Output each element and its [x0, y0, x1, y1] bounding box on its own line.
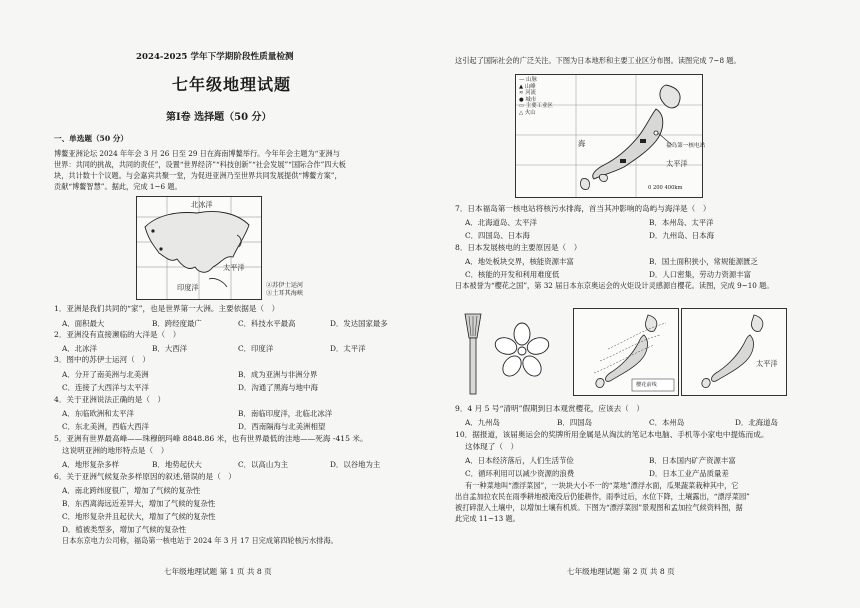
question-stem: 1．亚洲是我们共同的“家”，也是世界第一大洲。主要依据是（ ）	[54, 304, 280, 313]
option[interactable]: D．发达国家最多	[330, 319, 388, 328]
option[interactable]: B．南临印度洋，北临北冰洋	[238, 409, 333, 418]
option[interactable]: A．地形复杂多样	[62, 460, 120, 469]
page-two	[455, 0, 840, 608]
map-legend-2: ③土耳其海峡	[266, 290, 304, 297]
question-stem: 9．4 月 5 号“清明”假期到日本观赏樱花，应该去（ ）	[455, 404, 644, 413]
option[interactable]: D．植被类型多，增加了气候的复杂性	[62, 525, 187, 534]
torch-icon	[461, 312, 485, 396]
japan-sakura-map	[573, 308, 679, 396]
option[interactable]: B．跨经度最广	[152, 319, 202, 328]
option[interactable]: D．北海道岛	[735, 418, 778, 427]
question-stem: 5．亚洲有世界最高峰——珠穆朗玛峰 8848.86 米，也有世界最低的洼地——死海 -415 米。	[54, 434, 368, 443]
option[interactable]: C．四国岛、日本海	[465, 231, 530, 240]
label-pacific: 太平洋	[223, 263, 245, 272]
label-nuclear-plant: 福岛第一核电站	[666, 143, 706, 149]
page-footer: 七年级地理试题 第 1 页 共 8 页	[164, 567, 272, 576]
option[interactable]: C．以高山为主	[238, 460, 288, 469]
option[interactable]: D．西南隔海与北美洲相望	[238, 422, 326, 431]
japan-sakura-graphic	[574, 309, 678, 395]
map-legend: — 山脉 ▲ 山峰 ≈ 河流 ● 城市 ▭ 主要工业区 △ 火山	[519, 77, 553, 116]
option[interactable]: B．日本国内矿产资源丰富	[649, 456, 736, 465]
sakura-map-legend: 樱花前线	[636, 382, 657, 388]
continuation-line: 这引起了国际社会的广泛关注。下图为日本地形和主要工业区分布图。读图完成 7~8 题。	[455, 56, 741, 65]
question-stem: 3．图中的苏伊士运河（ ）	[54, 355, 150, 364]
page-one	[40, 0, 420, 608]
asia-map-graphic	[137, 197, 261, 299]
option[interactable]: A．九州岛	[465, 418, 500, 427]
intro-line: 世界：共同的挑战，共同的责任”，设置“世界经济”“科技创新”“社会发展”“国际合作”四大板	[54, 160, 346, 169]
option[interactable]: B．地势起伏大	[152, 460, 202, 469]
option[interactable]: C．印度洋	[238, 344, 274, 353]
intro-line: 博鳌亚洲论坛 2024 年年会 3 月 26 日至 29 日在海南博鳌举行。今年年会主题为“亚洲与	[54, 149, 340, 158]
closing-line: 有一种菜地叫“漂浮菜园”，一块块大小不一的“菜地”漂浮水面，瓜果蔬菜栽种其中，它	[465, 481, 739, 490]
option[interactable]: B．成为亚洲与非洲分界	[238, 370, 318, 379]
option[interactable]: A．北海道岛、太平洋	[465, 218, 537, 227]
exam-header: 2024-2025 学年下学期阶段性质量检测	[136, 52, 294, 62]
page-footer: 七年级地理试题 第 2 页 共 8 页	[567, 567, 675, 576]
closing-line: 日本东京电力公司称，福岛第一核电站于 2024 年 3 月 17 日完成第四轮核污水排海。	[62, 536, 338, 545]
option[interactable]: C．循环利用可以减少资源的浪费	[465, 469, 575, 478]
option[interactable]: A．北冰洋	[62, 344, 97, 353]
option[interactable]: B．国土面积狭小，常规能源匮乏	[649, 257, 758, 266]
option[interactable]: B．大西洋	[152, 344, 187, 353]
question-stem: 10．据报道，该届奥运会的奖牌所用金属是从淘汰的笔记本电脑、手机等小家电中提炼而成。	[455, 430, 769, 439]
asia-map	[136, 196, 262, 300]
option[interactable]: D．以谷地为主	[330, 460, 381, 469]
label-pacific: 太平洋	[666, 159, 688, 168]
option[interactable]: C．科技水平最高	[238, 319, 296, 328]
option[interactable]: A．南北跨纬度很广，增加了气候的复杂性	[62, 486, 201, 495]
label-pacific: 太平洋	[756, 359, 778, 368]
option[interactable]: C．东北美洲，西临大西洋	[62, 422, 149, 431]
question-stem-continued: 这说明亚洲的地形特点是（ ）	[62, 446, 169, 455]
option[interactable]: A．东临欧洲和太平洋	[62, 409, 134, 418]
option[interactable]: A．分开了南美洲与北美洲	[62, 370, 149, 379]
label-arctic: 北冰洋	[191, 200, 213, 209]
sakura-flower-icon	[493, 322, 551, 380]
question-stem-continued: 这体现了（ ）	[465, 442, 519, 451]
japan-terrain-map	[515, 74, 706, 198]
closing-line: 此完成 11~13 题。	[455, 514, 520, 523]
map-scale: 0 200 400km	[648, 185, 683, 191]
option[interactable]: D．人口密集，劳动力资源丰富	[649, 270, 752, 279]
option[interactable]: D．太平洋	[330, 344, 366, 353]
label-indian: 印度洋	[177, 283, 199, 292]
closing-line: 出自孟加拉农民在雨季耕地被淹没后仍能耕作，雨季过后，水位下降，土壤露出，“漂浮菜园”	[455, 492, 750, 501]
closing-line: 被打碎混入土壤中，以增加土壤有机质。下图为“漂浮菜园”景观图和孟加拉气候资料图，据	[455, 503, 743, 512]
option[interactable]: D．沟通了黑海与地中海	[238, 383, 318, 392]
option[interactable]: C．连接了大西洋与太平洋	[62, 383, 149, 392]
part-one-heading: 一、单选题（50 分）	[54, 134, 128, 143]
option[interactable]: A．日本经济落后，人们生活节俭	[465, 456, 574, 465]
section-title: 第Ⅰ卷 选择题（50 分）	[166, 112, 272, 123]
option[interactable]: A．面积最大	[62, 319, 105, 328]
question-stem: 2．亚洲没有直接濒临的大洋是（ ）	[54, 330, 181, 339]
japan-outline-map	[681, 308, 787, 396]
question-stem: 7．日本福岛第一核电站将核污水排海，首当其冲影响的岛屿与海洋是（ ）	[455, 204, 711, 213]
sakura-intro: 日本被誉为“樱花之国”，第 32 届日本东京奥运会的火炬设计灵感源自樱花。读图，完成 9~10 题。	[455, 281, 774, 290]
option[interactable]: D．日本工业产品质量差	[649, 469, 729, 478]
intro-line: 贡献“博鳌智慧”。据此，完成 1~6 题。	[54, 182, 182, 191]
option[interactable]: B．东西离海远近差异大，增加了气候的复杂性	[62, 499, 216, 508]
label-sea: 海	[578, 139, 586, 148]
option[interactable]: D．九州岛、日本海	[649, 231, 715, 240]
question-stem: 4．关于亚洲说法正确的是（ ）	[54, 395, 166, 404]
map-legend-1: ②苏伊士运河	[266, 282, 304, 289]
option[interactable]: C．地形复杂并且起伏大，增加了气候的复杂性	[62, 512, 216, 521]
intro-line: 块，共计数十个议题。与会嘉宾共聚一堂，为促进亚洲乃至世界共同发展提供“博鳌方案”，	[54, 171, 342, 180]
option[interactable]: B．四国岛	[557, 418, 592, 427]
option[interactable]: C．核能的开发和利用难度低	[465, 270, 560, 279]
exam-title: 七年级地理试题	[172, 75, 292, 94]
option[interactable]: B．本州岛、太平洋	[649, 218, 714, 227]
option[interactable]: A．地处板块交界，核能资源丰富	[465, 257, 574, 266]
japan-outline-graphic	[682, 309, 786, 395]
question-stem: 6．关于亚洲气候复杂多样原因的叙述,错误的是（ ）	[54, 472, 236, 481]
question-stem: 8．日本发展核电的主要原因是（ ）	[455, 243, 582, 252]
option[interactable]: C．本州岛	[649, 418, 685, 427]
